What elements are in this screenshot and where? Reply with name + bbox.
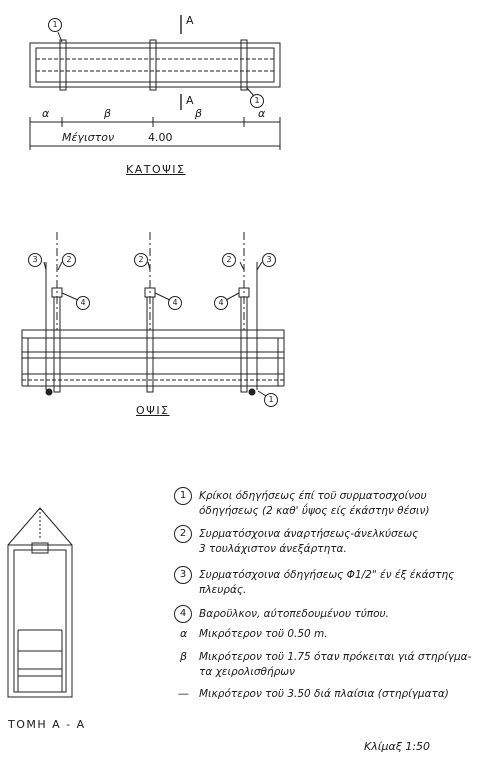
legend-item-2-line-1: Συρματόσχοινα άναρτήσεως-άνελκύσεως: [199, 528, 419, 540]
legend-item-3-line-1: Συρματόσχοινα όδηγήσεως Φ1/2" έν έξ έκάστης: [199, 569, 455, 581]
legend-note-b-symbol: β: [180, 650, 188, 663]
dimension-b-right: β: [195, 107, 203, 120]
legend-note-a-line-1: Μικρότερον τοϋ 0.50 m.: [199, 628, 328, 640]
legend-item-4-line-1: Βαροϋλκον, αύτοπεδουμένου τύπου.: [199, 608, 389, 620]
legend-note-a-symbol: α: [180, 627, 188, 640]
legend-key-4: 4: [174, 605, 192, 623]
legend-key-3: 3: [174, 566, 192, 584]
legend-item-3-line-2: πλευράς.: [199, 584, 247, 596]
elevation-callout-4-right: 4: [214, 296, 228, 310]
elevation-callout-2-right: 2: [222, 253, 236, 267]
legend-item-2-line-2: 3 τουλάχιστον άνεξάρτητα.: [199, 543, 347, 555]
legend-note-dash-line-1: Μικρότερον τοϋ 3.50 διά πλαίσια (στηρίγματα): [199, 688, 449, 700]
elevation-callout-2-center: 2: [134, 253, 148, 267]
dimension-b-left: β: [104, 107, 112, 120]
dimension-a-right: α: [258, 107, 266, 120]
elevation-callout-3-left: 3: [28, 253, 42, 267]
legend-note-dash-symbol: —: [178, 687, 189, 700]
elevation-callout-3-right: 3: [262, 253, 276, 267]
elevation-callout-1: 1: [264, 393, 278, 407]
scale-label: Κλίμαξ 1:50: [364, 740, 431, 753]
legend-key-1: 1: [174, 487, 192, 505]
plan-callout-ring-top: 1: [48, 18, 62, 32]
elevation-callout-2-left: 2: [62, 253, 76, 267]
section-marker-top: A: [186, 14, 194, 27]
elevation-view: [22, 232, 284, 396]
elevation-callout-4-left: 4: [76, 296, 90, 310]
legend-item-1-line-1: Κρίκοι όδηγήσεως έπί τοϋ συρματοσχοίνου: [199, 490, 427, 502]
section-marker-bottom: A: [186, 94, 194, 107]
legend-item-1-line-2: όδηγήσεως (2 καθ' ΰψος είς έκάστην θέσιν): [199, 505, 430, 517]
dimension-a-left: α: [42, 107, 50, 120]
max-length-value: 4.00: [148, 131, 173, 144]
max-length-label: Μέγιστον: [62, 131, 115, 144]
elevation-callout-4-center: 4: [168, 296, 182, 310]
section-view: [8, 508, 72, 697]
plan-title: ΚΑΤΟΨΙΣ: [126, 163, 186, 176]
plan-callout-ring-bottom: 1: [250, 94, 264, 108]
legend-note-b-line-2: τα χειρολισθήρων: [199, 666, 295, 678]
legend-note-b-line-1: Μικρότερον τοϋ 1.75 όταν πρόκειται γιά στηρίγμα-: [199, 651, 472, 663]
legend-key-2: 2: [174, 525, 192, 543]
elevation-title: ΟΨΙΣ: [136, 404, 170, 417]
section-title: ΤΟΜΗ Α - Α: [8, 718, 86, 731]
plan-view: [30, 15, 280, 150]
